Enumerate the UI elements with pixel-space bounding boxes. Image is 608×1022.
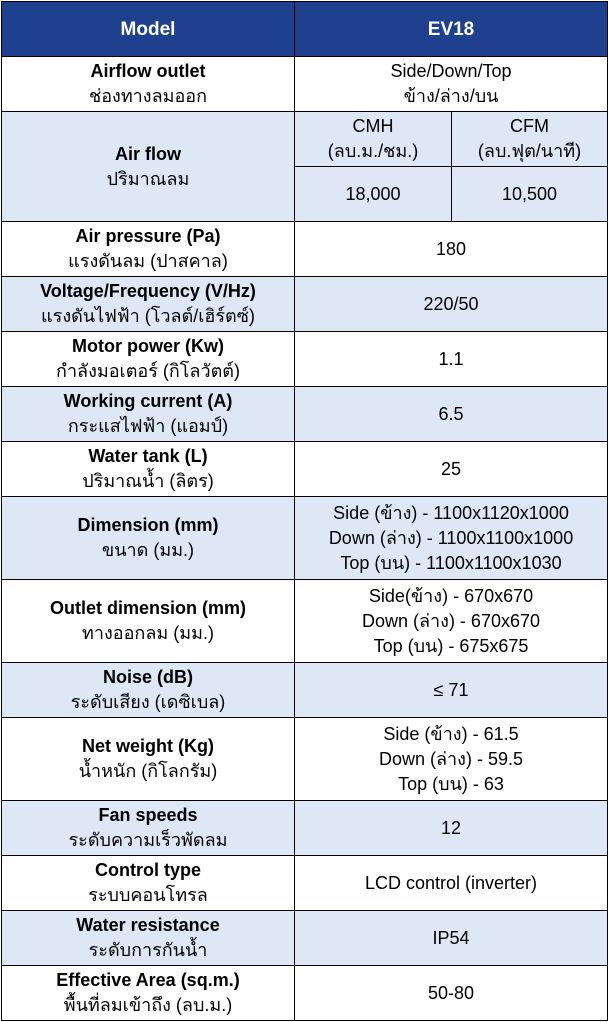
value-water-tank: 25 — [295, 442, 608, 497]
header-model-value: EV18 — [295, 2, 608, 57]
label-airflow-outlet — [2, 57, 295, 112]
value-en: Side/Down/Top — [390, 61, 512, 81]
value-effective-area: 50-80 — [295, 966, 608, 1021]
value-airflow-outlet — [295, 57, 608, 112]
label-en: Dimension (mm) — [77, 515, 219, 535]
label-en: Voltage/Frequency (V/Hz) — [40, 281, 256, 301]
unit-cmh-label: CMH — [352, 116, 394, 136]
outlet-down: Down (ล่าง) - 670x670 — [362, 610, 540, 631]
outlet-side: Side(ข้าง) - 670x670 — [368, 585, 534, 606]
row-control-type — [2, 856, 608, 911]
value-cmh: 18,000 — [295, 167, 452, 222]
label-th: ทางออกลม (มม.) — [82, 623, 214, 643]
label-motor-power — [2, 332, 295, 387]
label-en: Net weight (Kg) — [82, 736, 214, 756]
label-en: Motor power (Kw) — [72, 336, 224, 356]
unit-cmh-th: (ลบ.ม./ชม.) — [327, 141, 419, 161]
row-motor-power — [2, 332, 608, 387]
row-fan-speeds — [2, 801, 608, 856]
unit-cmh — [295, 112, 452, 167]
row-outlet-dimension — [2, 580, 608, 663]
value-dimension — [295, 497, 608, 580]
label-th: ช่องทางลมออก — [89, 86, 207, 106]
label-effective-area — [2, 966, 295, 1021]
row-effective-area — [2, 966, 608, 1021]
label-en: Outlet dimension (mm) — [49, 598, 246, 618]
label-th: ปริมาณน้ำ (ลิตร) — [82, 471, 214, 491]
value-air-pressure: 180 — [295, 222, 608, 277]
label-en: Working current (A) — [63, 391, 233, 411]
weight-down: Down (ล่าง) - 59.5 — [379, 748, 523, 769]
label-en: Fan speeds — [98, 805, 198, 825]
label-dimension — [2, 497, 295, 580]
dimension-top: Top (บน) - 1100x1100x1030 — [340, 552, 562, 573]
value-control-type: LCD control (inverter) — [295, 856, 608, 911]
label-en: Water resistance — [76, 915, 220, 935]
outlet-top: Top (บน) - 675x675 — [373, 635, 529, 656]
value-water-resistance: IP54 — [295, 911, 608, 966]
label-en: Control type — [95, 860, 201, 880]
label-th: ระดับความเร็วพัดลม — [68, 830, 228, 850]
label-th: ระบบคอนโทรล — [88, 885, 208, 905]
label-th: พื้นที่ลมเข้าถึง (ลบ.ม.) — [63, 995, 233, 1015]
weight-top: Top (บน) - 63 — [398, 773, 504, 794]
value-working-current: 6.5 — [295, 387, 608, 442]
label-th: ระดับการกันน้ำ — [88, 940, 208, 960]
label-air-flow — [2, 112, 295, 222]
spec-table — [1, 1, 608, 1021]
unit-cfm — [452, 112, 608, 167]
value-fan-speeds: 12 — [295, 801, 608, 856]
label-outlet-dimension — [2, 580, 295, 663]
row-net-weight — [2, 718, 608, 801]
value-outlet-dimension — [295, 580, 608, 663]
label-th: แรงดันไฟฟ้า (โวลต์/เฮิร์ตซ์) — [41, 306, 255, 326]
value-cfm: 10,500 — [452, 167, 608, 222]
label-th: ระดับเสียง (เดซิเบล) — [70, 692, 226, 712]
label-voltage — [2, 277, 295, 332]
label-th: แรงดันลม (ปาสคาล) — [68, 251, 228, 271]
label-noise — [2, 663, 295, 718]
label-en: Air flow — [115, 143, 181, 164]
label-th: ขนาด (มม.) — [101, 540, 195, 560]
label-water-tank — [2, 442, 295, 497]
dimension-down: Down (ล่าง) - 1100x1100x1000 — [328, 527, 574, 548]
label-water-resistance — [2, 911, 295, 966]
label-en: Air pressure (Pa) — [75, 226, 221, 246]
label-working-current — [2, 387, 295, 442]
label-th: ปริมาณลม — [106, 168, 190, 189]
label-en: Water tank (L) — [88, 446, 208, 466]
row-water-tank — [2, 442, 608, 497]
row-air-pressure — [2, 222, 608, 277]
dimension-side: Side (ข้าง) - 1100x1120x1000 — [333, 502, 569, 523]
label-th: กำลังมอเตอร์ (กิโลวัตต์) — [56, 361, 240, 381]
label-fan-speeds — [2, 801, 295, 856]
value-motor-power: 1.1 — [295, 332, 608, 387]
row-water-resistance — [2, 911, 608, 966]
row-dimension — [2, 497, 608, 580]
label-th: กระแสไฟฟ้า (แอมป์) — [67, 416, 229, 436]
value-noise: ≤ 71 — [295, 663, 608, 718]
label-th: น้ำหนัก (กิโลกรัม) — [78, 761, 218, 781]
label-en: Airflow outlet — [90, 61, 206, 81]
row-voltage — [2, 277, 608, 332]
label-en: Effective Area (sq.m.) — [56, 970, 240, 990]
value-net-weight — [295, 718, 608, 801]
label-en: Noise (dB) — [103, 667, 193, 687]
header-model: Model — [2, 2, 295, 57]
unit-cfm-label: CFM — [510, 116, 549, 136]
value-th: ข้าง/ล่าง/บน — [403, 86, 499, 106]
label-control-type — [2, 856, 295, 911]
label-net-weight — [2, 718, 295, 801]
value-voltage: 220/50 — [295, 277, 608, 332]
row-airflow-outlet — [2, 57, 608, 112]
label-air-pressure — [2, 222, 295, 277]
row-working-current — [2, 387, 608, 442]
header-row — [2, 2, 608, 57]
row-air-flow-units — [2, 112, 608, 167]
row-noise — [2, 663, 608, 718]
unit-cfm-th: (ลบ.ฟุต/นาที) — [477, 141, 582, 161]
weight-side: Side (ข้าง) - 61.5 — [383, 723, 519, 744]
